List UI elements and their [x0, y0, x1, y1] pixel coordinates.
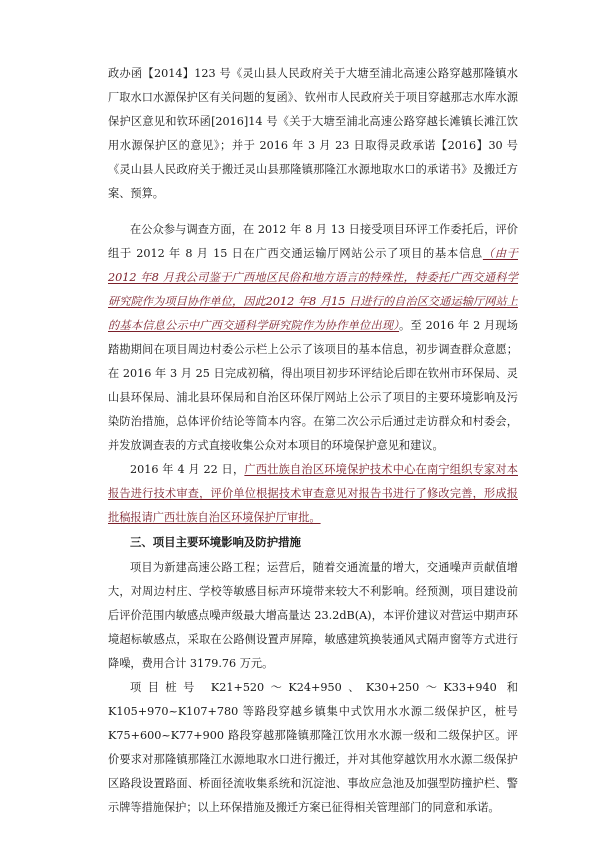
- paragraph-text: 2016 年 4 月 22 日，: [130, 463, 245, 476]
- paragraph-text: 项目为新建高速公路工程；运营后，随着交通流量的增大，交通噪声贡献值增大，对周边村庄、学校等敏感目标声环境带来较大不利影响。经预测，项目建设前后评价范围内敏感点噪声级最大增高量达 23.2dB(A)，本评价建议对营运中期声环境超标敏感点，采取在公路侧设置声屏障，敏感建筑换装通风式隔声窗等方式进行降噪，费用合计 3179.76 万元。: [108, 561, 518, 670]
- section-heading: 三、项目主要环境影响及防护措施: [130, 535, 301, 549]
- document-page: [108, 62, 518, 820]
- paragraph-water-source-protection: [108, 676, 518, 820]
- paragraph-text: 。至 2016 年 2 月现场踏勘期间在项目周边村委公示栏上公示了该项目的基本信息，初步调查群众意愿；在 2016 年 3 月 25 日完成初稿，得出项目初步环评结论后即在钦州市环保局、灵山县环保局、浦北县环保局和自治区环保厅网站上公示了项目的主要环境影响及污染防治措施，总体评价结论等简本内容。在第二次公示后通过走访群众和村委会，并发放调查表的方式直接收集公众对本项目的环境保护意见和建议。: [108, 319, 518, 452]
- paragraph-approval-documents: [108, 62, 518, 206]
- paragraph-text: 政办函【2014】123 号《灵山县人民政府关于大塘至浦北高速公路穿越那隆镇水厂取水口水源保护区有关问题的复函》、钦州市人民政府关于项目穿越那志水库水源保护区意见和钦环函[2016]14 号《关于大塘至浦北高速公路穿越长滩镇长滩江饮用水源保护区的意见》；并于 2016 年 3 月 23 日取得灵政承诺【2016】30 号《灵山县人民政府关于搬迁灵山县那隆镇那隆江水源地取水口的承诺书》及搬迁方案、预算。: [108, 67, 518, 200]
- highlighted-revision-note: （由于2012 年8 月我公司鉴于广西地区民俗和地方语言的特殊性，特委托广西交通科学研究院作为项目协作单位，因此2012 年8 月15 日进行的自治区交通运输厅网站上的基本信息公示中广西交通科学研究院作为协作单位出现）: [108, 247, 518, 332]
- paragraph-noise-impact: [108, 556, 518, 676]
- paragraph-text: 在公众参与调查方面，在 2012 年 8 月 13 日接受项目环评工作委托后，评价组于 2012 年 8 月 15 日在广西交通运输厅网站公示了项目的基本信息: [108, 223, 518, 260]
- paragraph-technical-review: [108, 458, 518, 530]
- highlighted-review-text: 广西壮族自治区环境保护技术中心在南宁组织专家对本报告进行技术审查，评价单位根据技术审查意见对报告书进行了修改完善，形成报批稿报请广西壮族自治区环境保护厅审批。: [108, 463, 518, 524]
- paragraph-public-participation: [108, 218, 518, 458]
- paragraph-text: 项目桩号 K21+520～K24+950、K30+250～K33+940 和 K105+970~K107+780 等路段穿越乡镇集中式饮用水水源二级保护区，桩号 K75+600~K77+900 路段穿越那隆镇那隆江饮用水水源一级和二级保护区。评价要求对那隆镇那隆江水源地取水口进行搬迁，并对其他穿越饮用水水源二级保护区路段设置路面、桥面径流收集系统和沉淀池、事故应急池及加强型防撞护栏、警示牌等措施保护；以上环保措施及搬迁方案已征得相关管理部门的同意和承诺。: [108, 681, 518, 814]
